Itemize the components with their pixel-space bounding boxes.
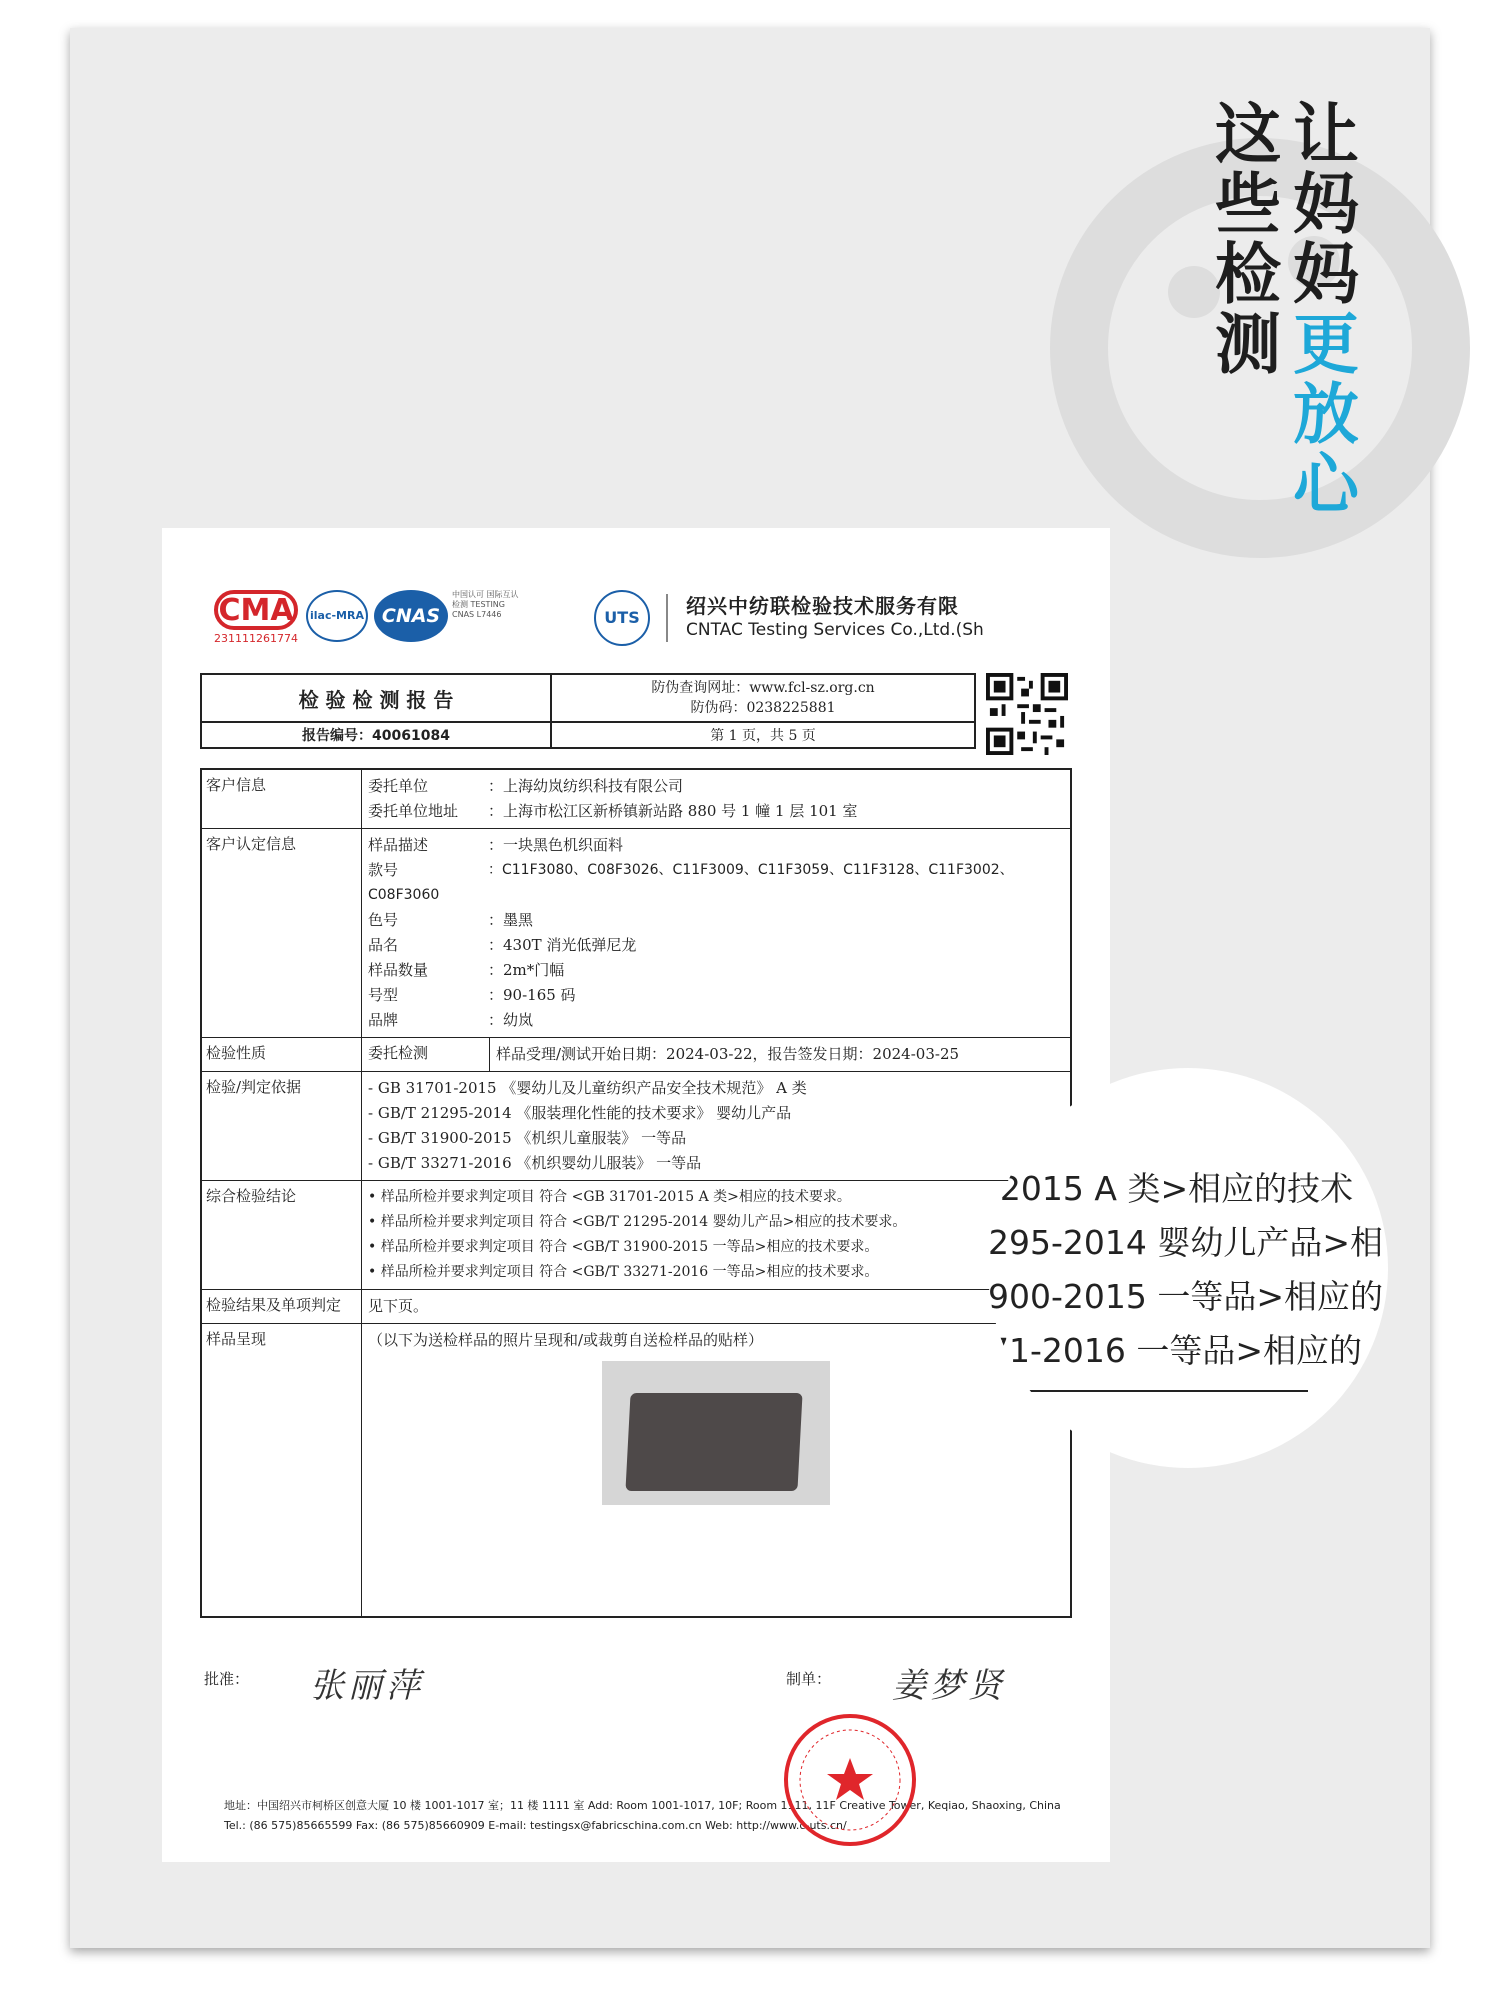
basis-item: - GB/T 31900-2015 《机织儿童服装》 一等品 (368, 1129, 687, 1147)
test-report-document (162, 528, 1110, 1862)
magnifier-callout (988, 1068, 1388, 1468)
maker-signature: 姜梦贤 (892, 1666, 1006, 1706)
anti-fake-code: 防伪码：0238225881 (690, 700, 836, 716)
field-label: 样品描述 (368, 836, 429, 854)
nature-dates: 样品受理/测试开始日期：2024-03-22，报告签发日期：2024-03-25 (496, 1045, 960, 1063)
result-row (202, 1290, 1070, 1324)
client-field-label: 委托单位地址 (368, 802, 459, 820)
conclusion-item: • 样品所检并要求判定项目 符合 <GB/T 21295-2014 婴幼儿产品>相应的技术要求。 (368, 1214, 907, 1230)
style-number-cont: C08F3060 (368, 887, 440, 903)
magnified-line: -2015 A 类>相应的技术 (988, 1169, 1354, 1208)
confirm-info-row (202, 829, 1070, 1038)
field-value: ：幼岚 (488, 1011, 534, 1029)
cnas-logo: CNAS (374, 590, 448, 642)
query-site: 防伪查询网址：www.fcl-sz.org.cn (651, 680, 875, 696)
basis-item: - GB/T 21295-2014 《服装理化性能的技术要求》 婴幼儿产品 (368, 1104, 792, 1122)
basis-item: - GB 31701-2015 《婴幼儿及儿童纺织产品安全技术规范》 A 类 (368, 1079, 807, 1097)
field-value: ：90-165 码 (488, 986, 576, 1004)
company-name-en: CNTAC Testing Services Co.,Ltd.(Sh (686, 620, 984, 640)
client-info-label: 客户信息 (202, 770, 362, 828)
magnified-line: 900-2015 一等品>相应的 (988, 1277, 1384, 1316)
cma-logo: CMA (214, 590, 298, 630)
anti-fake-info (551, 674, 975, 722)
nature-label: 检验性质 (202, 1038, 362, 1071)
banner-right-column: 让 妈 妈 更 放 心 (1293, 96, 1359, 523)
banner-left-column: 这 些 检 测 (1215, 96, 1281, 383)
conclusion-label: 综合检验结论 (202, 1181, 362, 1289)
conclusion-row (202, 1181, 1070, 1290)
sample-row (202, 1324, 1070, 1616)
company-name-cn: 绍兴中纺联检验技术服务有限 (686, 594, 959, 618)
footer-contacts: Tel.: (86 575)85665599 Fax: (86 575)85660909 E-mail: testingsx@fabricschina.com.cn Web: http://www.c-uts.cn/ (224, 1819, 847, 1832)
cnas-caption: 中国认可 国际互认 检测 TESTING CNAS L7446 (452, 590, 519, 619)
conclusion-item: • 样品所检并要求判定项目 符合 <GB/T 33271-2016 一等品>相应的技术要求。 (368, 1264, 879, 1280)
ilac-logo: ilac-MRA (306, 590, 368, 642)
field-label: 样品数量 (368, 961, 429, 979)
magnified-rule (1028, 1390, 1308, 1392)
field-value: ：430T 消光低弹尼龙 (488, 936, 637, 954)
report-number: 报告编号：40061084 (201, 722, 551, 748)
magnified-line: 295-2014 婴幼儿产品>相 (988, 1223, 1384, 1262)
basis-label: 检验/判定依据 (202, 1072, 362, 1180)
nature-row (202, 1038, 1070, 1072)
basis-row (202, 1072, 1070, 1181)
field-value: ：C11F3080、C08F3026、C11F3009、C11F3059、C11F3128、C11F3002、 (488, 862, 1014, 878)
client-field-value: ：上海幼岚纺织科技有限公司 (488, 777, 684, 795)
footer-contact (224, 1796, 1061, 1836)
maker-label: 制单： (786, 1670, 832, 1688)
page-indicator: 第 1 页，共 5 页 (551, 722, 975, 748)
sample-caption: （以下为送检样品的照片呈现和/或裁剪自送检样品的贴样） (368, 1331, 764, 1349)
logo-divider (666, 594, 668, 642)
sample-label: 样品呈现 (202, 1324, 362, 1616)
uts-logo: UTS (594, 590, 650, 646)
result-label: 检验结果及单项判定 (202, 1290, 362, 1323)
report-title: 检 验 检 测 报 告 (201, 674, 551, 722)
field-label: 色号 (368, 911, 399, 929)
report-body-table (200, 768, 1072, 1618)
conclusion-item: • 样品所检并要求判定项目 符合 <GB 31701-2015 A 类>相应的技术要求。 (368, 1189, 851, 1205)
conclusion-item: • 样品所检并要求判定项目 符合 <GB/T 31900-2015 一等品>相应的技术要求。 (368, 1239, 879, 1255)
magnified-line: 71-2016 一等品>相应的 (988, 1331, 1363, 1370)
field-label: 款号 (368, 861, 399, 879)
field-value: ：2m*门幅 (488, 961, 565, 979)
nature-type: 委托检测 (362, 1038, 490, 1071)
report-header-table (200, 673, 976, 749)
cma-number: 231111261774 (214, 632, 298, 645)
confirm-info-label: 客户认定信息 (202, 829, 362, 1037)
client-info-row (202, 770, 1070, 829)
field-label: 品牌 (368, 1011, 399, 1029)
result-value: 见下页。 (368, 1297, 429, 1315)
fabric-sample-photo (602, 1361, 830, 1505)
basis-item: - GB/T 33271-2016 《机织婴幼儿服装》 一等品 (368, 1154, 702, 1172)
client-field-label: 委托单位 (368, 777, 429, 795)
footer-address: 地址：中国绍兴市柯桥区创意大厦 10 楼 1001-1017 室；11 楼 1111 室 Add: Room 1001-1017, 10F; Room 1111, 11F Creative Tower, Keqiao, Shaoxing, China (224, 1799, 1061, 1812)
qr-code-icon (986, 673, 1068, 755)
approver-signature: 张丽萍 (310, 1666, 424, 1706)
field-value: ：墨黑 (488, 911, 534, 929)
field-value: ：一块黑色机织面料 (488, 836, 624, 854)
logo-bar (214, 590, 1074, 646)
approve-label: 批准： (204, 1670, 250, 1688)
field-label: 品名 (368, 936, 399, 954)
client-field-value: ：上海市松江区新桥镇新站路 880 号 1 幢 1 层 101 室 (488, 802, 858, 820)
red-seal-icon (780, 1710, 920, 1850)
field-label: 号型 (368, 986, 399, 1004)
